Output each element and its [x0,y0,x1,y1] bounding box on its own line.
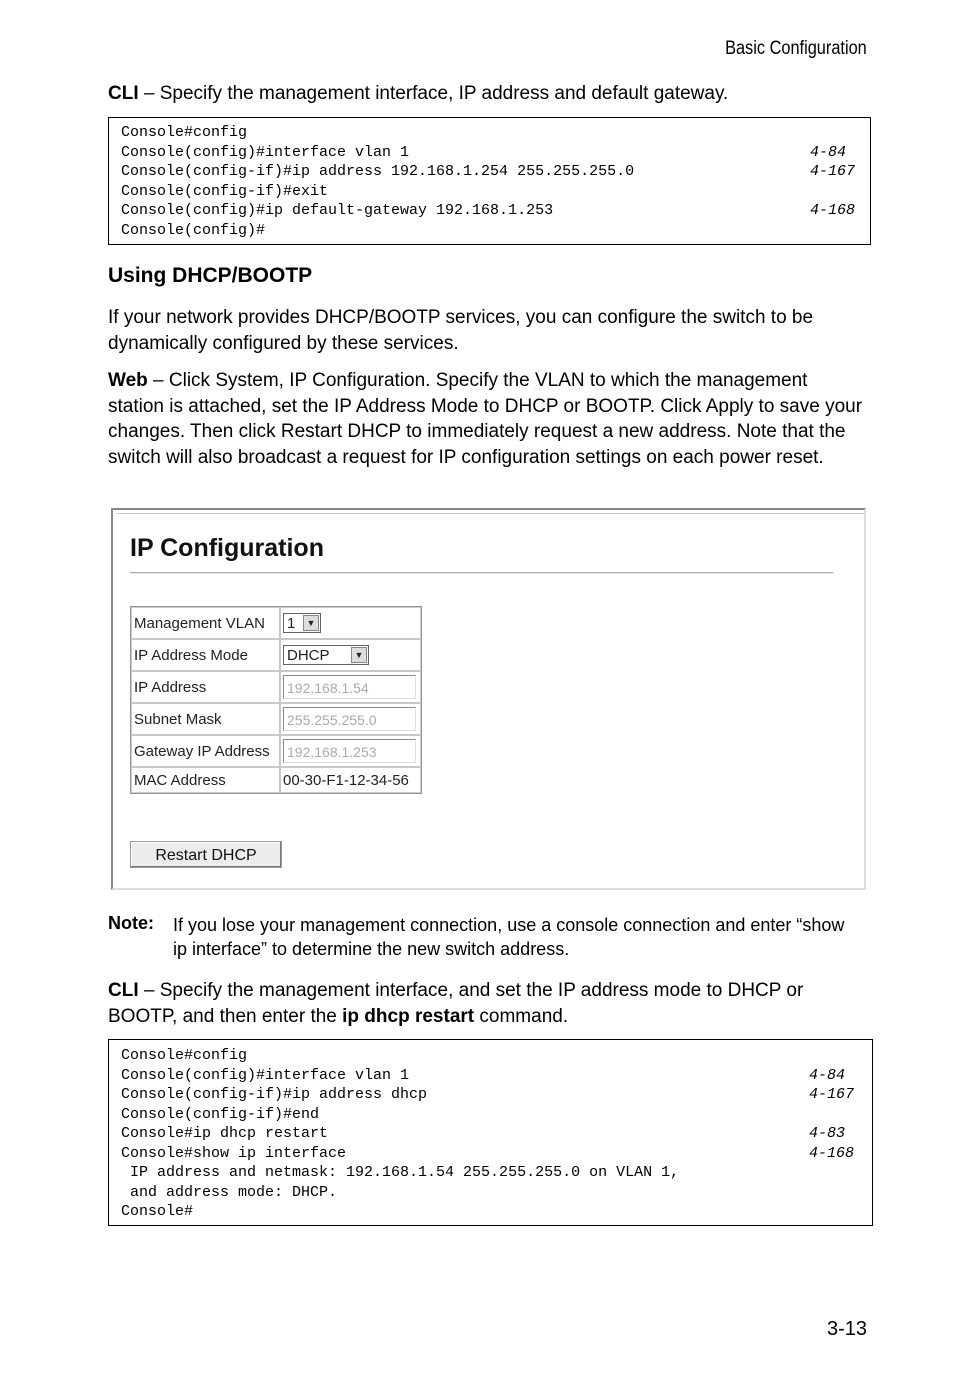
cli-intro-text-a: – Specify the management interface, and set the IP address mode to DHCP or BOOTP, and then enter the [108,980,804,1027]
cli-intro-2 [108,978,868,1029]
chevron-down-icon[interactable]: ▼ [351,647,367,663]
code-ref: 4-168 [810,202,856,219]
management-vlan-label: Management VLAN [131,607,280,639]
title-divider [130,572,833,574]
cli-label: CLI [108,980,139,1001]
code-line: Console(config-if)#end [121,1105,320,1123]
management-vlan-cell [280,607,421,639]
code-ref: 4-83 [809,1125,846,1142]
code-line: IP address and netmask: 192.168.1.54 255.255.255.0 on VLAN 1, [121,1164,680,1181]
management-vlan-value: 1 [287,615,296,632]
code-block-1 [108,117,871,245]
note-label: Note: [108,913,154,933]
ip-address-mode-cell [280,639,421,671]
code-ref: 4-167 [809,1086,855,1103]
code-line: Console(config)#interface vlan 1 [121,143,410,161]
table-row [131,671,421,703]
cli-label: CLI [108,83,139,104]
intro-paragraph: If your network provides DHCP/BOOTP services, you can configure the switch to be dynamically configured by these services. [108,307,814,354]
ip-config-table [130,606,422,794]
management-vlan-select[interactable] [283,613,321,633]
ip-address-input[interactable]: 192.168.1.54 [283,675,416,699]
code-ref: 4-84 [810,143,847,161]
chevron-down-icon[interactable]: ▼ [303,615,319,631]
cli-intro-text-b: command. [474,1005,569,1027]
code-line: Console(config)#ip default-gateway 192.168.1.253 [121,202,554,219]
web-text: – Click System, IP Configuration. Specify the VLAN to which the management station is attached, set the IP Address Mode to DHCP or BOOTP. Click Apply to save your changes. Then click Restart DHCP to immediately request a new address. Note that the switch will also broadcast a request for IP configuration settings on each power reset. [108,370,863,468]
subnet-mask-label: Subnet Mask [131,703,280,735]
code-line: Console#show ip interface [121,1144,347,1162]
ip-address-mode-select[interactable] [283,645,369,665]
code-line: Console(config)# [121,221,266,239]
table-row [131,607,421,639]
code-line: and address mode: DHCP. [121,1183,338,1201]
cli-intro-text: – Specify the management interface, IP address and default gateway. [138,83,729,104]
gateway-ip-cell [280,735,421,767]
running-header: Basic Configuration [725,38,867,59]
ip-address-label: IP Address [131,671,280,703]
web-instructions [108,368,868,470]
ip-address-mode-label: IP Address Mode [131,639,280,671]
subnet-mask-input[interactable]: 255.255.255.0 [283,707,416,731]
table-row [131,735,421,767]
table-row [131,767,421,793]
code-line: Console#config [121,1047,248,1064]
gateway-ip-input[interactable]: 192.168.1.253 [283,739,416,763]
code-line: Console(config)#interface vlan 1 [121,1066,410,1084]
code-line: Console(config-if)#ip address 192.168.1.254 255.255.255.0 [121,163,635,180]
gateway-ip-label: Gateway IP Address [131,735,280,767]
cli-intro-1 [108,81,868,107]
table-row [131,703,421,735]
ip-address-cell [280,671,421,703]
restart-dhcp-button[interactable]: Restart DHCP [130,841,282,868]
table-row [131,639,421,671]
code-block-2 [108,1039,873,1226]
ip-address-mode-value: DHCP [287,647,330,664]
code-ref: 4-84 [809,1066,846,1084]
web-label: Web [108,370,148,391]
command-name: ip dhcp restart [342,1005,475,1027]
code-line: Console#config [121,124,248,141]
code-line: Console(config-if)#exit [121,182,329,200]
note-text: If you lose your management connection, use a console connection and enter “show ip interface” to determine the new switch address. [173,915,845,959]
ip-configuration-screenshot [111,508,866,890]
code-line: Console#ip dhcp restart [121,1125,329,1142]
page-title: IP Configuration [130,534,324,562]
code-line: Console(config-if)#ip address dhcp [121,1086,428,1103]
mac-address-label: MAC Address [131,767,280,793]
screenshot-frame [116,513,864,888]
code-ref: 4-167 [810,163,856,180]
mac-address-value: 00-30-F1-12-34-56 [280,767,421,793]
subnet-mask-cell [280,703,421,735]
code-line: Console# [121,1203,194,1220]
code-ref: 4-168 [809,1144,855,1162]
section-heading: Using DHCP/BOOTP [108,264,313,287]
page-number: 3-13 [826,1318,867,1340]
